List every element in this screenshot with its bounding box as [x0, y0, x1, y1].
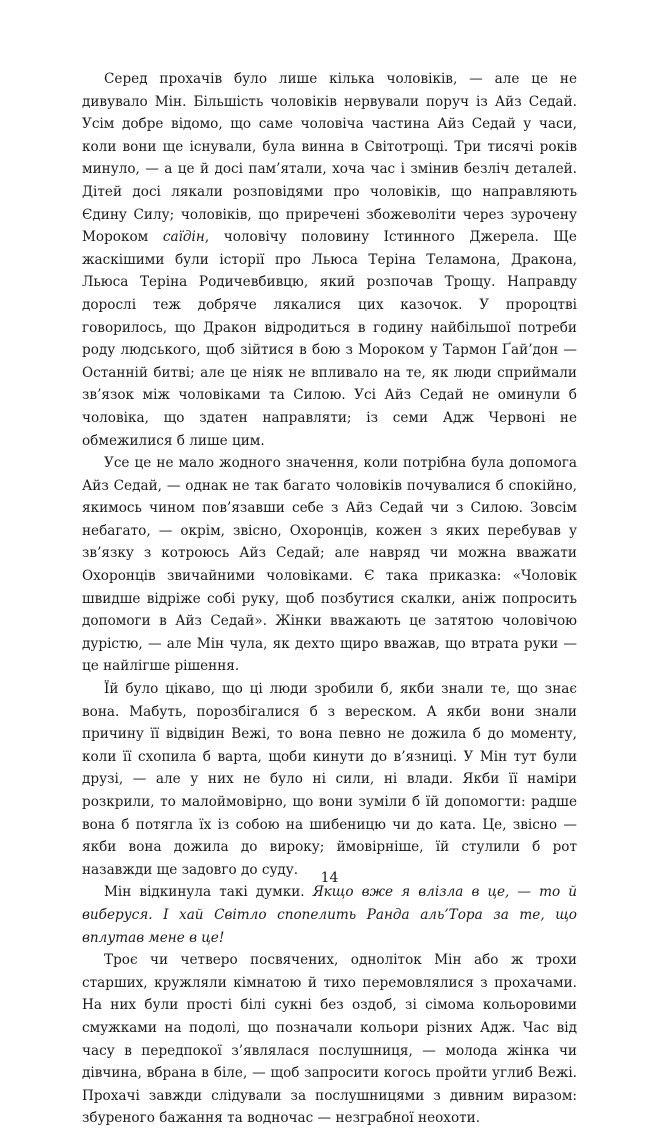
paragraph [82, 452, 577, 678]
page-number: 14 [320, 870, 339, 886]
text-run: Серед прохачів було лише кілька чоловіків, — але це не дивувало Мін. Більшість чоловіків нервували поруч із Айз Седай. Усім добре відомо, що саме чоловіча частина Айз Седай у часи, коли вони ще існували, була винна в Світотрощі. Три тисячі років минуло, — а це й досі пам’ятали, хоча час і змінив безліч деталей. Дітей досі лякали розповідями про чоловіків, що направляють Єдину Силу; чоловіків, що приречені збожеволіти через зурочену Мороком [82, 71, 577, 246]
paragraph [82, 949, 577, 1130]
paragraph [82, 678, 577, 881]
text-run: , чоловічу половину Істинного Джерела. Ще жаскішими були історії про Льюса Теріна Теламона, Дракона, Льюса Теріна Родичевбивцю, який розпочав Трощу. Направду дорослі теж добряче лякалися цих казочок. У пророцтві говорилось, що Дракон відродиться в годину найбільшої потреби роду людського, щоб зійтися в бою з Мороком у Тармон Ґай’дон — Останній битві; але це ніяк не впливало на те, як люди сприймали зв’язок між чоловіками та Силою. Усі Айз Седай не оминули б чоловіка, що здатен направляти; із семи Адж Червоні не обмежилися б лише цим. [82, 229, 577, 449]
paragraph [82, 68, 577, 452]
body-text [82, 68, 577, 1130]
text-run: Усе це не мало жодного значення, коли потрібна була допомога Айз Седай, — однак не так багато чоловіків почувалися б спокійно, якимось чином пов’язавши себе з Айз Седай чи з Силою. Зовсім небагато, — окрім, звісно, Охоронців, кожен з яких перебував у зв’язку з котроюсь Айз Седай; але навряд чи можна вважати Охоронців звичайними чоловіками. Є така приказка: «Чоловік швидше відріже собі руку, щоб позбутися скалки, аніж попросить допомоги в Айз Седай». Жінки вважають це затятою чоловічою дурістю, — але Мін чула, як дехто щиро вважав, що втрата руки — це найлігше рішення. [82, 455, 577, 675]
italic-text: саїдін [162, 229, 205, 246]
text-run: Троє чи четверо посвячених, одноліток Мін або ж трохи старших, кружляли кімнатою й тихо перемовлялися з прохачами. На них були прості білі сукні без оздоб, зі сімома кольоровими смужками на подолі, що позначали кольори різних Адж. Час від часу в передпокої з’являлася послушниця, — молода жінка чи дівчина, вбрана в біле, — щоб запросити когось пройти углиб Вежі. Прохачі завжди слідували за послушницями з дивним виразом: збуреного бажання та водночас — незграбної неохоти. [82, 952, 577, 1127]
italic-text: Якщо вже я влізла в це, — то й виберуся. І хай Світло спопелить Ранда аль’Тора за те, що вплутав мене в це! [82, 884, 577, 946]
text-run: Їй було цікаво, що ці люди зробили б, якби знали те, що знає вона. Мабуть, порозбігалися б з вереском. А якби вони знали причину її відвідин Вежі, то вона певно не дожила б до моменту, коли її схопила б варта, щоби кинути до в’язниці. У Мін тут були друзі, — але у них не було ні сили, ні влади. Якби її наміри розкрили, то малоймовірно, що вони зуміли б їй допомогти: радше вона б потягла їх із собою на шибеницю чи до ката. Це, звісно — якби вона дожила до вироку; ймовірніше, їй стулили б рот назавжди ще задовго до суду. [82, 681, 577, 878]
text-run: Мін відкинула такі думки. [104, 884, 313, 901]
paragraph [82, 881, 577, 949]
